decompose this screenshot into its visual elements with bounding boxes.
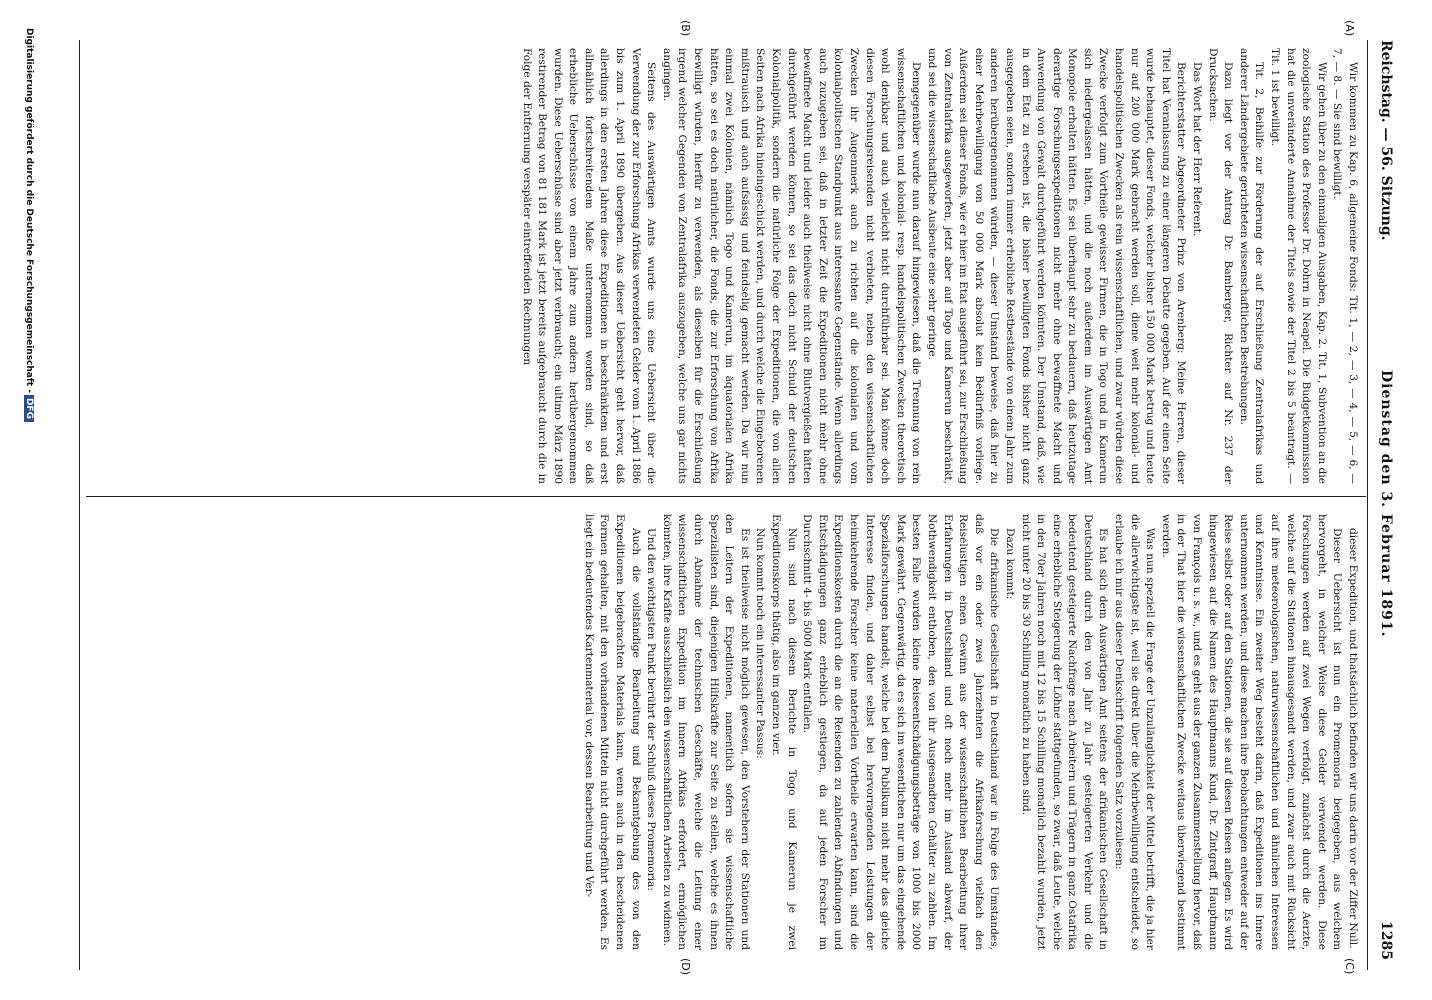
left-column-paragraph: Berichterstatter Abgeordneter Prinz von Arenberg: Meine Herren, dieser Titel hat Veranlassung zu einer längeren Debatte gegeben. Auf der einen Seite wurde behauptet, dieser Fonds, welcher bisher 150 000 Mark betrug und heute nur auf 200 000 Mark gebracht werden soll, diene weit mehr kolonial- und handelspolitischen Zwecken als rein wissenschaftlichen, und zwar würden diese Zwecke verfolgt zum Vortheile gewisser Firmen, die in Togo und in Kamerun sich niedergelassen hätten, und die noch außerdem im Auswärtigen Amt Monopole erhalten hätten. Es sei überhaupt sehr zu bedauern, daß heutzutage derartige Forschungsexpeditionen nicht mehr ohne bewaffnete Macht und Anwendung von Gewalt durchgeführt werden könnten. Der Umstand, daß, wie in dem Etat zu ersehen ist, die bisher bewilligten Fonds bisher nicht ganz ausgegeben seien, sondern immer erhebliche Restbestände von einem Jahr zum anderen herübergenommen würden, — dieser Umstand beweise, daß hier zu einer Mehrbewilligung von 50 000 Mark absolut kein Bedürfniß vorliege. Außerdem sei dieser Fonds, wie er hier im Etat ausgeführt sei, zur Erschließung von Zentralafrika ausgeworfen, jetzt aber auf Togo und Kamerun beschränkt, und sei die wissenschaftliche Ausbeute eine sehr geringe. bbox=[925, 48, 1188, 484]
right-column-paragraph: Die afrikanische Gesellschaft in Deutschland war in Folge des Umstandes, daß vor ein oder zwei Jahrzehnten die Afrikaforschung vielfach den Reiselustigen einen Gewinn aus der wissenschaftlichen Bearbeitung ihrer Erfahrungen in Deutschland und oft noch mehr im Ausland abwarf, der Nothwendigkeit enthoben, den von ihr Ausgesandten Gehälter zu zahlen. Im besten Falle wurden kleine Reiseentschädigungsbeträge von 1000 bis 2000 Mark gewährt. Gegenwärtig, da es sich im wesentlichen nur um das eingehende Spezialforschungen handelt, welche bei dem Publikum nicht mehr das gleiche Interesse finden, und daher selbst bei hervorragenden Leistungen der heimkehrende Forscher keine materiellen Vortheile erwarten kann, sind die Expeditionskosten durch die an die Reisenden zu zahlenden Abfindungen und Entschädigungen ganz erheblich gestiegen, da auf jeden Forscher im Durchschnitt 4- bis 5000 Mark entfallen. bbox=[801, 514, 1001, 950]
dfg-logo: DFG bbox=[24, 395, 34, 422]
right-column-paragraph: Auch die vollständige Bearbeitung und Bekanntgebung des von den Expeditionen beigebrachten Materials kann, wenn auch in den bescheidenen Formen gehalten, mit den vorhandenen Mitteln nicht durchgeführt werden. Es liegt ein bedeutendes Kartenmaterial vor, dessen Bearbeitung und Ver- bbox=[582, 514, 642, 950]
left-column-paragraph: Seitens des Auswärtigen Amts wurde uns eine Uebersicht über die Verwendung der zur Erforschung Afrikas verwendeten Gelder vom 1. April 1886 bis zum 1. April 1890 übergeben. Aus dieser Uebersicht geht hervor, daß allerdings in den ersten Jahren diese Expeditionen in beschränktem und erst allmählich fortschreitendem Maße unternommen worden sind, so daß erhebliche Ueberschüsse von einem Jahre zum andern herübergenommen wurden. Diese Ueberschüsse sind aber jetzt verbraucht; ein ultimo März 1890 restirender Betrag von 81 181 Mark ist jetzt bereits aufgebraucht durch die in Folge der Entfernung verspäter eintreffenden Rechnungen bbox=[520, 48, 658, 484]
right-column-paragraph: Was nun speziell die Frage der Unzulänglichkeit der Mittel betrifft, die ja hier die allerwichtigste ist, weil sie direkt über die Mehrbewilligung entscheidet, so erlaube ich mir aus dieser Denkschrift folgenden Satz vorzulesen: bbox=[1113, 514, 1157, 950]
margin-mark-d: (D) bbox=[679, 958, 692, 976]
header-date: Dienstag den 3. Februar 1891. bbox=[1378, 370, 1394, 638]
right-column-paragraph: Nun sind nach diesem Berichte in Togo und Kamerun je zwei Expeditionskorps thätig, also im ganzen vier. bbox=[770, 514, 798, 950]
right-column-paragraph: dieser Expedition, und thatsächlich befinden wir uns darin vor der Ziffer Null. bbox=[1347, 528, 1359, 949]
footer-rule bbox=[79, 40, 80, 970]
margin-mark-b: (B) bbox=[679, 20, 692, 37]
left-column-paragraph: Demgegenüber wurde nun darauf hingewiesen, daß die Trennung von rein wissenschaftlichen und kolonial- resp. handelspolitischen Zwecken theoretisch wohl denkbar und auch vielleicht nicht durchführbar sei. Man könne doch diesen Forschungsreisenden nicht verbieten, neben den wissenschaftlichen Zwecken ihr Augenmerk auch zu richten auf die kolonialen und vom kolonialpolitischen Standpunkt aus interessante Gegenstände. Wenn allerdings auch zuzugeben sei, daß in letzter Zeit die Expeditionen nicht mehr ohne bewaffnete Macht und leider auch theilweise nicht ohne Blutvergießen hätten durchgeführt werden können, so sei das doch nicht Schuld der deutschen Kolonialpolitik, sondern die natürliche Folge der Expeditionen, die von allen Seiten nach Afrika hineingeschickt werden, und durch welche die Eingeborenen mißtrauisch und auch aufsässig und feindselig gemacht werden. Da wir nun einmal zwei Kolonien, nämlich Togo und Kamerun, im äquatorialen Afrika hätten, so sei es doch natürlicher, die Fonds, die zur Erforschung von Afrika bewilligt würden, hierfür zu verwenden, als dieselben für die Erschließung irgend welcher Gegenden von Zentralafrika auszugeben, welche uns gar nichts angingen. bbox=[660, 48, 923, 484]
right-column-paragraph: Dazu kommt: bbox=[1003, 528, 1016, 600]
left-column-paragraph: Das Wort hat der Herr Referent. bbox=[1191, 62, 1204, 237]
header-left: Reichstag. — 56. Sitzung. bbox=[1378, 40, 1394, 241]
right-column-paragraph: Nun kommt noch ein interessanter Passus: bbox=[754, 528, 767, 759]
page-number: 1285 bbox=[1378, 921, 1394, 960]
margin-mark-a: (A) bbox=[1343, 20, 1356, 37]
right-column bbox=[90, 514, 1360, 950]
right-column-paragraph: Es hat sich dem Auswärtigen Amt seitens der afrikanischen Gesellschaft in Deutschland durch den von Jahr zu Jahr gesteigerten Verkehr und die bedeutend gesteigerte Nachfrage nach Arbeitern und Trägern in ganz Ostafrika eine erhebliche Steigerung der Löhne stattgefunden, so zwar, daß Leute, welche in den 70er Jahren noch mit 12 bis 15 Schilling monatlich bezahlt wurden, jetzt nicht unter 20 bis 30 Schilling monatlich zu haben sind. bbox=[1019, 514, 1110, 950]
left-column bbox=[90, 48, 1360, 484]
digitization-note bbox=[24, 28, 34, 988]
digitization-text: Digitalisierung gefördert durch die Deutsche Forschungsgemeinschaft - bbox=[24, 28, 34, 393]
page-header bbox=[1370, 40, 1394, 970]
right-column-paragraph: Und den wichtigsten Punkt berührt der Schluß dieses Promemoria: bbox=[645, 528, 658, 891]
left-column-paragraph: Tit. 2, Beihilfe zur Förderung der auf Erschließung Zentralafrikas und anderer Ländergebiete gerichteten wissenschaftlichen Bestrebungen. bbox=[1237, 48, 1266, 484]
left-column-paragraph: Dazu liegt vor der Antrag Dr. Bamberger, Richter auf Nr. 237 der Drucksachen. bbox=[1206, 48, 1235, 484]
right-column-paragraph: Es ist theilweise nicht möglich gewesen, den Vorstehern der Stationen und den Leitern der Expeditionen, namentlich sofern sie wissenschaftliche Spezialisten sind, diejenigen Hilfskräfte zur Seite zu stellen, welche es ihnen durch Abnahme der technischen Geschäfte, welche die Leitung einer wissenschaftlichen Expedition im Innern Afrikas erfordert, ermöglichen könnten, ihre Kräfte ausschließlich den wissenschaftlichen Arbeiten zu widmen. bbox=[660, 514, 751, 950]
left-column-paragraph: Wir kommen zu Kap. 6, allgemeine Fonds: Tit. 1, — 2, — 3, — 4, — 5, — 6, — 7, — 8. — Sie sind bewilligt. bbox=[1331, 48, 1359, 484]
column-divider bbox=[86, 496, 1366, 497]
right-column-paragraph: Dieser Uebersicht ist nun ein Promemoria beigegeben, aus welchem hervorgeht, in welcher Weise diese Gelder verwendet werden. Diese Forschungen werden auf zwei Wegen verfolgt, zunächst durch die Aerzte, welche auf die Stationen hinausgesandt werden, und zwar auch mit Rücksicht auf ihre meteorologischen, naturwissenschaftlichen und ähnlichen Interessen und Kenntnisse. Ein zweiter Weg besteht darin, daß Expeditionen ins Innere unternommen werden, und diese machen ihre Beobachtungen entweder auf der Reise selbst oder auf den Stationen, die sie auf diesen Reisen anlegen. Es wird hingewiesen auf die Namen des Hauptmanns Kund, Dr. Zintgraff, Hauptmann von François u. s. w., und es geht aus der ganzen Zusammenstellung hervor, daß in der That hier die wissenschaftlichen Zwecke weitaus überwiegend bestimmt werden. bbox=[1159, 514, 1344, 950]
header-rule bbox=[1367, 40, 1368, 970]
left-column-paragraph: Wir gehen über zu den einmaligen Ausgaben, Kap. 2. Tit. 1, Subvention an die zoologische Station des Professor Dr. Dohrn in Neapel. Die Budgetkommission hat die unveränderte Annahme der Titels sowie der Titel 2 bis 5 beantragt. — Tit. 1 ist bewilligt. bbox=[1269, 48, 1328, 484]
margin-mark-c: (C) bbox=[1343, 958, 1356, 975]
